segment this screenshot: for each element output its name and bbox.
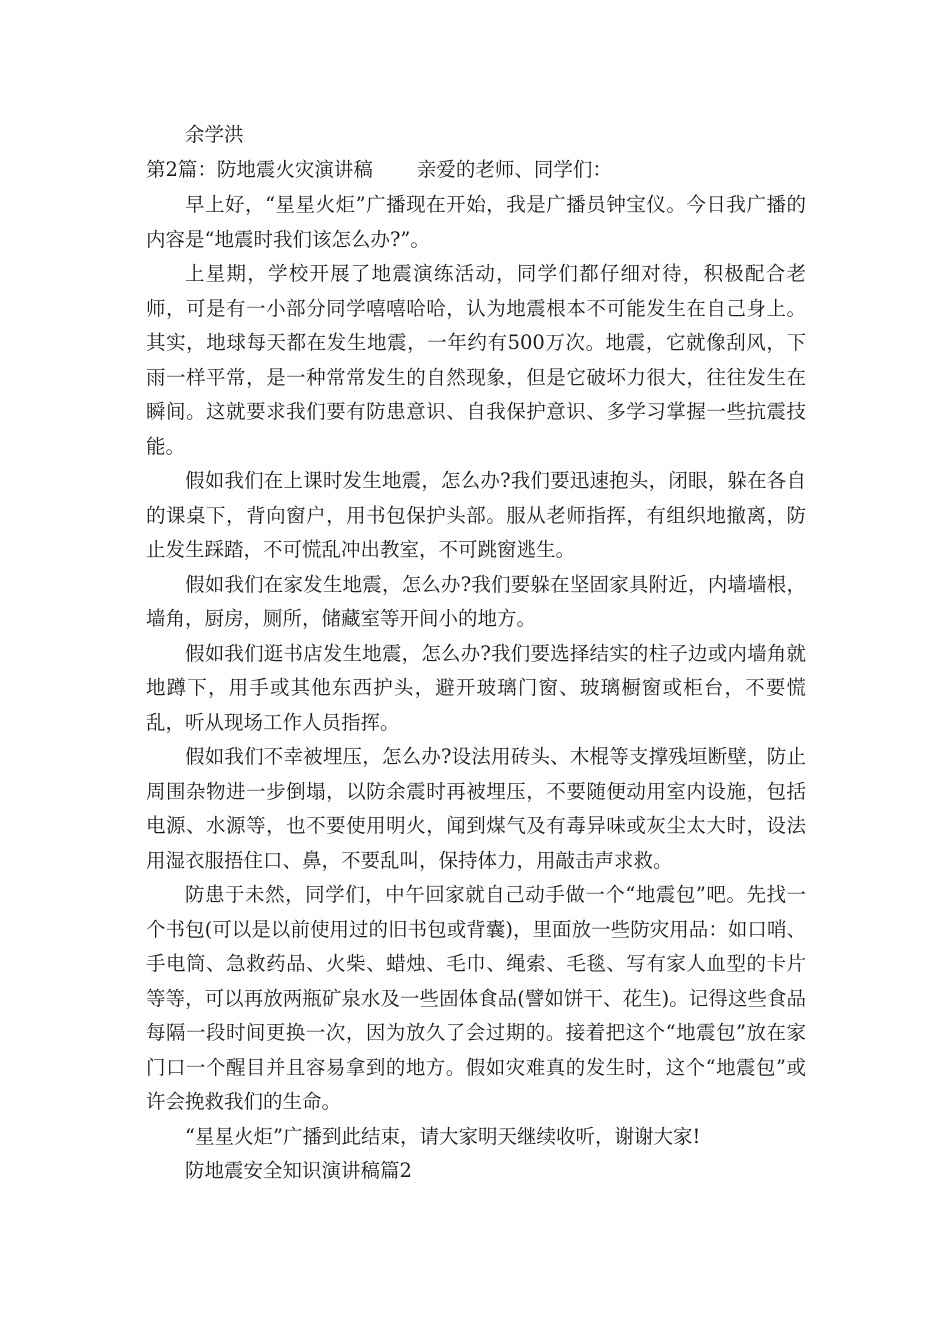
paragraph-classroom: 假如我们在上课时发生地震，怎么办?我们要迅速抱头，闭眼，躲在各自的课桌下，背向窗户，用书包保护头部。服从老师指挥，有组织地撤离，防止发生踩踏，不可慌乱冲出教室，不可跳窗逃生。 bbox=[146, 469, 806, 561]
next-section-title: 防地震安全知识演讲稿篇2 bbox=[185, 1159, 412, 1182]
section-heading-row bbox=[146, 153, 806, 188]
paragraph-bookstore: 假如我们逛书店发生地震，怎么办?我们要选择结实的柱子边或内墙角就地蹲下，用手或其他东西护头，避开玻璃门窗、玻璃橱窗或柜台，不要慌乱，听从现场工作人员指挥。 bbox=[146, 641, 806, 734]
author-name: 余学洪 bbox=[185, 123, 244, 146]
section-heading-line bbox=[146, 153, 806, 188]
paragraph-closing: “星星火炬”广播到此结束，请大家明天继续收听，谢谢大家! bbox=[185, 1124, 701, 1148]
paragraph-greeting: 早上好，“星星火炬”广播现在开始，我是广播员钟宝仪。今日我广播的内容是“地震时我们该怎么办?”。 bbox=[146, 193, 806, 251]
paragraph-earthquake-kit: 防患于未然，同学们，中午回家就自己动手做一个“地震包”吧。先找一个书包(可以是以前使用过的旧书包或背囊)，里面放一些防灾用品：如口哨、手电筒、急救药品、火柴、蜡烛、毛巾、绳索、毛毯、写有家人血型的卡片等等，可以再放两瓶矿泉水及一些固体食品(譬如饼干、花生)。记得这些食品每隔一段时间更换一次，因为放久了会过期的。接着把这个“地震包”放在家门口一个醒目并且容易拿到的地方。假如灾难真的发生时，这个“地震包”或许会挽救我们的生命。 bbox=[146, 883, 806, 1113]
salutation: 亲爱的老师、同学们： bbox=[416, 158, 612, 181]
paragraph-drill: 上星期，学校开展了地震演练活动，同学们都仔细对待，积极配合老师，可是有一小部分同学嘻嘻哈哈，认为地震根本不可能发生在自己身上。其实，地球每天都在发生地震，一年约有500万次。地震，它就像刮风，下雨一样平常，是一种常常发生的自然现象，但是它破坏力很大，往往发生在瞬间。这就要求我们要有防患意识、自我保护意识、多学习掌握一些抗震技能。 bbox=[146, 262, 806, 458]
paragraph-home: 假如我们在家发生地震，怎么办?我们要躲在坚固家具附近，内墙墙根，墙角，厨房，厕所，储藏室等开间小的地方。 bbox=[146, 572, 806, 630]
paragraph-trapped: 假如我们不幸被埋压，怎么办?设法用砖头、木棍等支撑残垣断壁，防止周围杂物进一步倒塌，以防余震时再被埋压，不要随便动用室内设施，包括电源、水源等，也不要使用明火，闻到煤气及有毒异味或灰尘太大时，设法用湿衣服捂住口、鼻，不要乱叫，保持体力，用敲击声求救。 bbox=[146, 745, 806, 872]
section-heading: 第2篇：防地震火灾演讲稿 bbox=[146, 158, 373, 181]
author-line bbox=[146, 118, 806, 153]
speech-body bbox=[146, 188, 806, 1189]
